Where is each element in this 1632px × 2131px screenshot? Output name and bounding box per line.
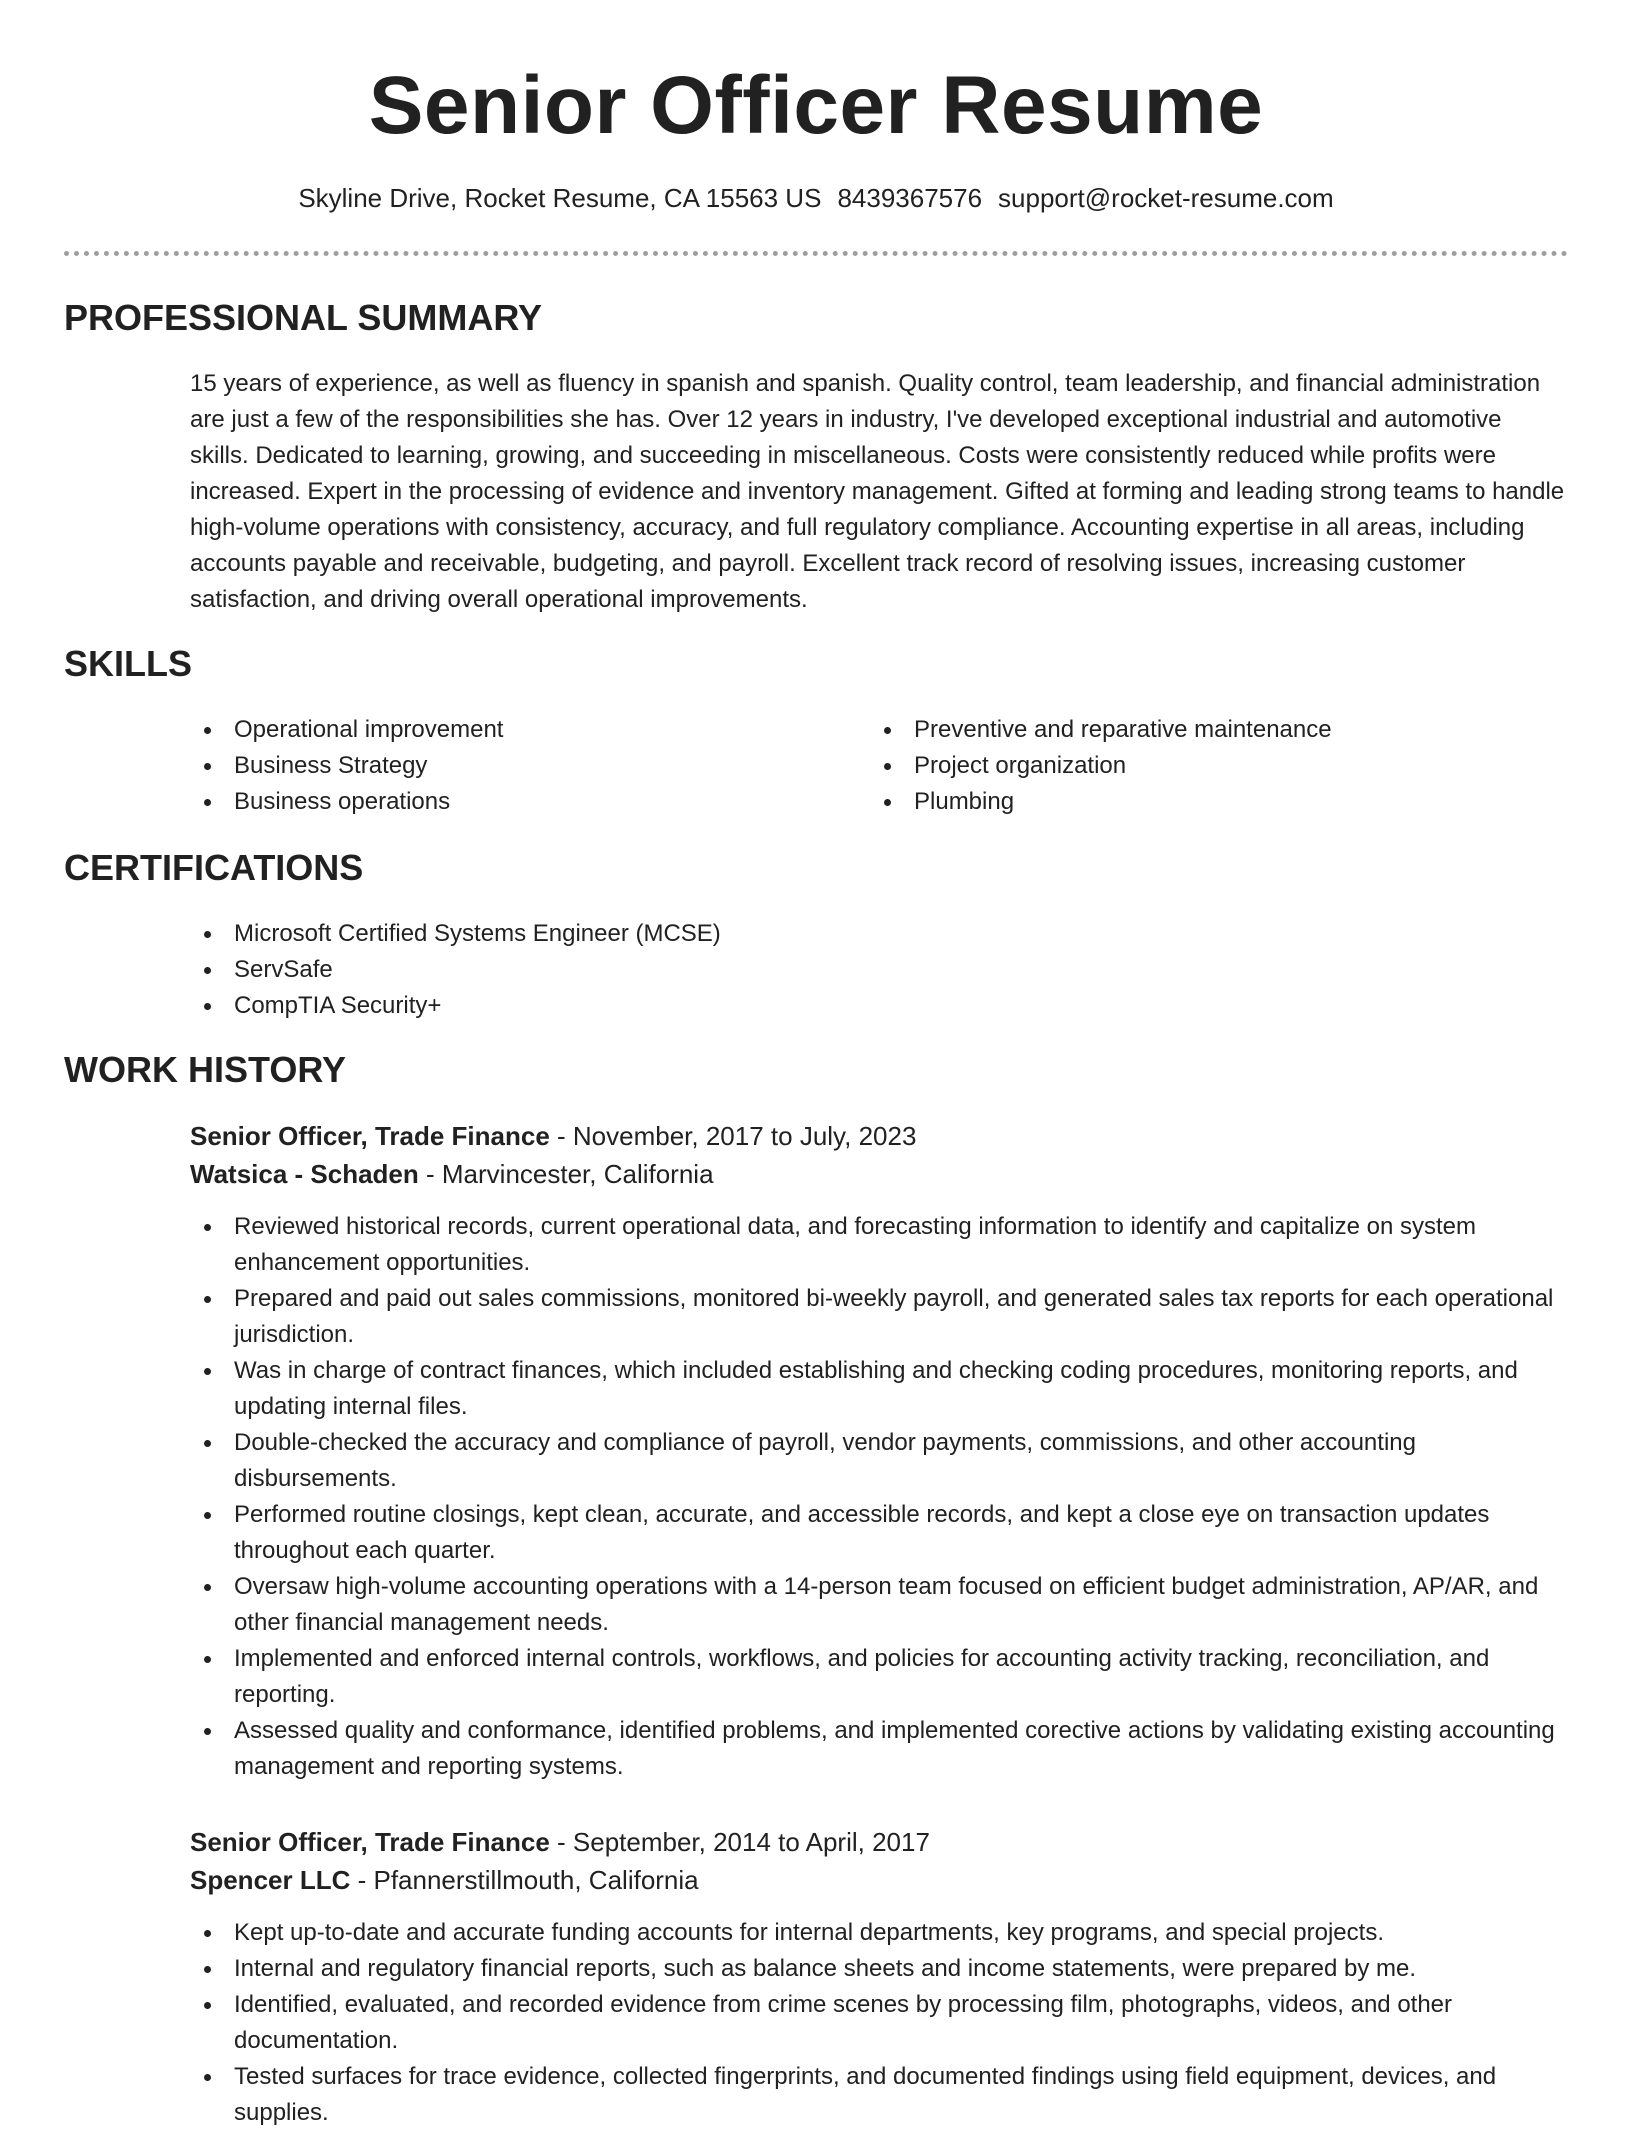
list-item: Internal and regulatory financial reports, such as balance sheets and income statements, were prepared by me.: [190, 1951, 1566, 1987]
list-item: Double-checked the accuracy and compliance of payroll, vendor payments, commissions, and other accounting disbursements.: [190, 1425, 1566, 1497]
job-company-line: [190, 1861, 1566, 1899]
list-item: CompTIA Security+: [190, 988, 721, 1024]
summary-text: 15 years of experience, as well as fluency in spanish and spanish. Quality control, team leadership, and financial administration are just a few of the responsibilities she has. Over 12 years in industry, I've developed exceptional industrial and automotive skills. Dedicated to learning, growing, and succeeding in miscellaneous. Costs were consistently reduced while profits were increased. Expert in the processing of evidence and inventory management. Gifted at forming and leading strong teams to handle high-volume operations with consistency, accuracy, and full regulatory compliance. Accounting expertise in all areas, including accounts payable and receivable, budgeting, and payroll. Excellent track record of resolving issues, increasing customer satisfaction, and driving overall operational improvements.: [190, 370, 1565, 613]
certifications-heading: CERTIFICATIONS: [64, 847, 364, 888]
job-title-line: [190, 1117, 1566, 1155]
list-item: Business operations: [190, 784, 810, 820]
skills-heading: SKILLS: [64, 643, 193, 684]
header-divider: [64, 251, 1568, 256]
resume-title: Senior Officer Resume: [368, 60, 1264, 151]
list-item: Identified, evaluated, and recorded evidence from crime scenes by processing film, photographs, videos, and other documentation.: [190, 1987, 1566, 2059]
job-company-line: [190, 1155, 1566, 1193]
job-bullets: [190, 1915, 1566, 2131]
list-item: Kept up-to-date and accurate funding accounts for internal departments, key programs, and special projects.: [190, 1915, 1566, 1951]
job-company: Watsica - Schaden: [190, 1159, 419, 1189]
job-entry: [190, 1117, 1566, 1785]
work-history-heading: WORK HISTORY: [64, 1049, 347, 1090]
list-item: Operational improvement: [190, 712, 810, 748]
list-item: Preventive and reparative maintenance: [870, 712, 1550, 748]
list-item: Oversaw high-volume accounting operations with a 14-person team focused on efficient budget administration, AP/AR, and other financial management needs.: [190, 1569, 1566, 1641]
list-item: Business Strategy: [190, 748, 810, 784]
job-entry: [190, 1823, 1566, 2131]
job-location: - Pfannerstillmouth, California: [350, 1865, 699, 1895]
job-company: Spencer LLC: [190, 1865, 351, 1895]
list-item: Project organization: [870, 748, 1550, 784]
list-item: Tested surfaces for trace evidence, collected fingerprints, and documented findings using field equipment, devices, and supplies.: [190, 2059, 1566, 2131]
list-item: Microsoft Certified Systems Engineer (MCSE): [190, 916, 721, 952]
job-role: Senior Officer, Trade Finance: [190, 1827, 550, 1857]
list-item: ServSafe: [190, 952, 721, 988]
skills-list-left: [190, 712, 810, 820]
job-dates: - September, 2014 to April, 2017: [549, 1827, 930, 1857]
job-dates: - November, 2017 to July, 2023: [549, 1121, 917, 1151]
certifications-list: [190, 916, 721, 1024]
list-item: Prepared and paid out sales commissions, monitored bi-weekly payroll, and generated sales tax reports for each operational jurisdiction.: [190, 1281, 1566, 1353]
job-bullets: [190, 1209, 1566, 1785]
contact-address: Skyline Drive, Rocket Resume, CA 15563 US: [298, 183, 822, 213]
contact-email: support@rocket-resume.com: [998, 183, 1334, 213]
skills-list-right: [870, 712, 1550, 820]
list-item: Reviewed historical records, current operational data, and forecasting information to identify and capitalize on system enhancement opportunities.: [190, 1209, 1566, 1281]
list-item: Implemented and enforced internal controls, workflows, and policies for accounting activity tracking, reconciliation, and reporting.: [190, 1641, 1566, 1713]
list-item: Performed routine closings, kept clean, accurate, and accessible records, and kept a close eye on transaction updates throughout each quarter.: [190, 1497, 1566, 1569]
job-role: Senior Officer, Trade Finance: [190, 1121, 550, 1151]
summary-heading: PROFESSIONAL SUMMARY: [64, 297, 543, 338]
job-title-line: [190, 1823, 1566, 1861]
list-item: Plumbing: [870, 784, 1550, 820]
contact-phone: 8439367576: [837, 183, 983, 213]
list-item: Was in charge of contract finances, which included establishing and checking coding procedures, monitoring reports, and updating internal files.: [190, 1353, 1566, 1425]
list-item: Assessed quality and conformance, identified problems, and implemented corective actions by validating existing accounting management and reporting systems.: [190, 1713, 1566, 1785]
contact-line: [0, 180, 1632, 216]
job-location: - Marvincester, California: [418, 1159, 714, 1189]
